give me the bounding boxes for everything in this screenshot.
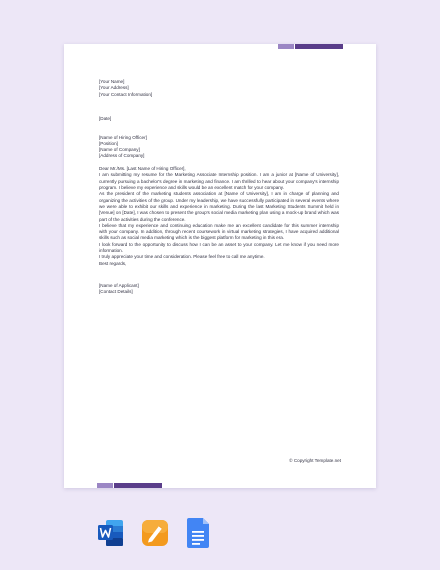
google-docs-icon[interactable] [186,518,212,548]
closing: Best regards, [99,260,127,266]
recipient-company: [Name of Company] [99,147,140,153]
accent-bar-bottom-dark [114,483,162,488]
paragraph-3: I believe that my experience and continuing education make me an excellent candidate for this summer internship with your company. In addition, through recent coursework in virtual marketing strategies, I have acquired additional skills such as social media marketing which is the biggest platform for marketing in this era. [99,222,339,241]
accent-bar-bottom-light [97,483,113,488]
letter-content [99,79,339,296]
sender-contact: [Your Contact Information] [99,91,153,97]
accent-bar-top-light [278,44,294,49]
pages-icon[interactable] [142,518,168,548]
paragraph-1: I am submitting my resume for the Marketing Associate Internship position. I am a junior at [Name of University], currently pursuing a bachelor's degree in marketing and finance. I am thrilled to hear about your company's internship program. I believe my experience and skills would be an excellent match for your company. [99,172,339,191]
signature-block [99,283,339,296]
app-icon-row [98,518,212,548]
salutation: Dear Mr./Ms. [Last Name of Hiring Officer], [99,166,186,172]
recipient-name: [Name of Hiring Officer] [99,134,147,140]
word-icon[interactable] [98,518,124,548]
copyright-text: © Copyright Template.net [289,458,341,463]
paragraph-5: I truly appreciate your time and consideration. Please feel free to call me anytime. [99,254,265,260]
applicant-contact: [Contact Details] [99,289,133,295]
recipient-position: [Position] [99,140,118,146]
letter-page [64,44,376,488]
letter-date: [Date] [99,116,112,122]
sender-address: [Your Address] [99,85,129,91]
recipient-address: [Address of Company] [99,153,145,159]
recipient-block [99,135,339,160]
applicant-name: [Name of Applicant] [99,282,139,288]
paragraph-2: As the president of the marketing students association at [Name of University], I am in charge of planning and organizing the activities of the group. Under my leadership, we have successfully participated in several events where we were able to exhibit our skills and experience in marketing. During the last Marketing Students Summit held in [Venue] on [Date], I was chosen to present the group's social media marketing plan using a mock-up brand which was part of the activities during the conference. [99,191,339,222]
sender-name: [Your Name] [99,79,125,84]
sender-block [99,79,339,98]
accent-bar-top-dark [295,44,343,49]
paragraph-4: I look forward to the opportunity to discuss how I can be an asset to your company. Let me know if you need more information. [99,241,339,254]
